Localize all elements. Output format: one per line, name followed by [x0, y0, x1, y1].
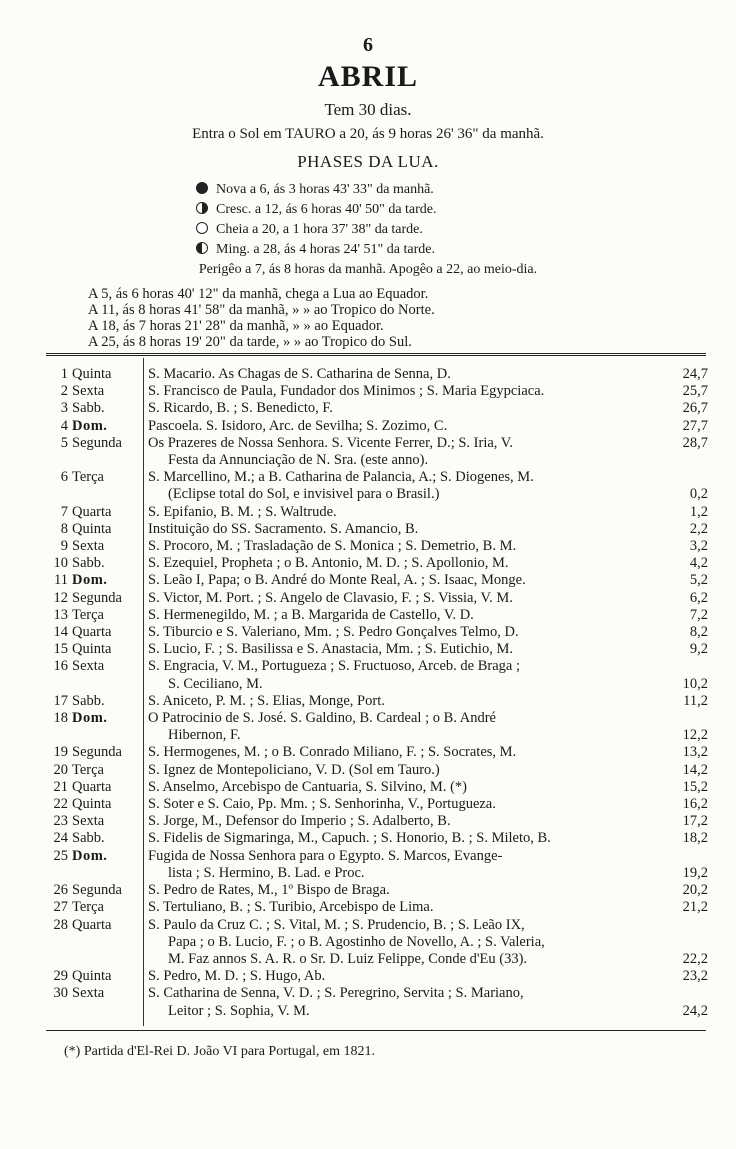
- saints-description: [144, 400, 646, 417]
- description-line: Hibernon, F.: [168, 727, 241, 744]
- saints-description: [144, 813, 646, 830]
- moon-age-value: [646, 418, 708, 435]
- moon-age-value: [646, 882, 708, 899]
- day-number: 6: [60, 469, 68, 486]
- description-line: Pascoela. S. Isidoro, Arc. de Sevilha; S. Zozimo, C.: [148, 417, 448, 434]
- moon-age-value: [646, 796, 708, 813]
- weekday: Sabb.: [72, 692, 105, 709]
- day-row: [48, 521, 708, 538]
- day-number: 17: [53, 692, 68, 709]
- description-line: Papa ; o B. Lucio, F. ; o B. Agostinho de Novello, A. ; S. Valeria,: [168, 933, 545, 950]
- moon-age-value: [646, 469, 708, 503]
- moon-age-value: [646, 693, 708, 710]
- weekday: Quarta: [72, 624, 112, 641]
- day-row: [48, 538, 708, 555]
- value-line: [646, 848, 708, 865]
- waning-moon-icon: [196, 242, 208, 254]
- saints-description: [144, 968, 646, 985]
- day-number: 26: [53, 882, 68, 899]
- moon-age-value: [646, 366, 708, 383]
- description-line: S. Tiburcio e S. Valeriano, Mm. ; S. Pedro Gonçalves Telmo, D.: [148, 624, 519, 641]
- phase-text: Nova a 6, ás 3 horas 43' 33" da manhã.: [216, 182, 434, 197]
- weekday: Quinta: [72, 968, 112, 985]
- value-line: 7,2: [689, 606, 708, 623]
- day-number: 24: [53, 830, 68, 847]
- day-row: [48, 848, 708, 882]
- description-line: S. Victor, M. Port. ; S. Angelo de Clavasio, F. ; S. Vissia, V. M.: [148, 589, 513, 606]
- moon-age-value: [646, 762, 708, 779]
- description-line: Instituição do SS. Sacramento. S. Amancio, B.: [148, 520, 419, 537]
- saints-description: [144, 658, 646, 692]
- equator-row: A 11, ás 8 horas 41' 58" da manhã, » » ao Tropico do Norte.: [88, 302, 435, 318]
- phase-text: Cresc. a 12, ás 6 horas 40' 50" da tarde.: [216, 202, 437, 217]
- day-row: [48, 607, 708, 624]
- description-line: Fugida de Nossa Senhora para o Egypto. S. Marcos, Evange-: [148, 847, 503, 864]
- footnote: (*) Partida d'El-Rei D. João VI para Portugal, em 1821.: [64, 1044, 375, 1059]
- value-line: 1,2: [689, 503, 708, 520]
- value-line: [646, 452, 708, 469]
- value-line: 0,2: [689, 486, 708, 503]
- value-line: 4,2: [689, 555, 708, 572]
- day-number: 13: [53, 606, 68, 623]
- day-label: [48, 469, 144, 503]
- new-moon-icon: [196, 182, 208, 194]
- value-line: 24,7: [682, 366, 708, 382]
- day-number: 21: [53, 778, 68, 795]
- phase-row: [196, 200, 437, 220]
- description-line: S. Anselmo, Arcebispo de Cantuaria, S. Silvino, M. (*): [148, 778, 467, 795]
- day-label: [48, 710, 144, 744]
- moon-age-value: [646, 555, 708, 572]
- value-line: 13,2: [682, 744, 708, 761]
- phases-title: PHASES DA LUA.: [297, 152, 439, 171]
- day-row: [48, 968, 708, 985]
- description-line: Os Prazeres de Nossa Senhora. S. Vicente Ferrer, D.; S. Iria, V.: [148, 434, 513, 451]
- day-row: [48, 418, 708, 435]
- moon-age-value: [646, 830, 708, 847]
- description-line: S. Leão I, Papa; o B. André do Monte Real, A. ; S. Isaac, Monge.: [148, 572, 526, 589]
- value-line: 16,2: [682, 796, 708, 813]
- description-line: S. Macario. As Chagas de S. Catharina de Senna, D.: [148, 366, 451, 382]
- saints-description: [144, 796, 646, 813]
- phase-row: [196, 220, 437, 240]
- moon-age-value: [646, 383, 708, 400]
- value-line: [646, 985, 708, 1002]
- day-label: [48, 504, 144, 521]
- description-line: S. Francisco de Paula, Fundador dos Minimos ; S. Maria Egypciaca.: [148, 383, 545, 400]
- day-label: [48, 590, 144, 607]
- day-number: 10: [53, 555, 68, 572]
- description-line: S. Aniceto, P. M. ; S. Elias, Monge, Port.: [148, 692, 385, 709]
- day-label: [48, 555, 144, 572]
- day-label: [48, 917, 144, 969]
- moon-age-value: [646, 607, 708, 624]
- day-number: 15: [53, 641, 68, 658]
- value-line: 11,2: [683, 692, 708, 709]
- footnote-rule: [46, 1030, 706, 1031]
- value-line: 17,2: [682, 813, 708, 830]
- day-label: [48, 830, 144, 847]
- day-label: [48, 366, 144, 383]
- day-number: 29: [53, 968, 68, 985]
- day-label: [48, 383, 144, 400]
- value-line: [646, 917, 708, 934]
- day-row: [48, 693, 708, 710]
- day-label: [48, 813, 144, 830]
- day-row: [48, 744, 708, 761]
- saints-description: [144, 504, 646, 521]
- weekday: Segunda: [72, 589, 122, 606]
- weekday: Sexta: [72, 813, 105, 830]
- description-line: S. Ignez de Montepoliciano, V. D. (Sol em Tauro.): [148, 761, 440, 778]
- day-label: [48, 744, 144, 761]
- description-line: S. Paulo da Cruz C. ; S. Vital, M. ; S. Prudencio, B. ; S. Leão IX,: [148, 916, 525, 933]
- perigee-apogee: Perigêo a 7, ás 8 horas da manhã. Apogêo a 22, ao meio-dia.: [198, 262, 538, 277]
- day-row: [48, 624, 708, 641]
- day-row: [48, 400, 708, 417]
- day-label: [48, 848, 144, 882]
- saints-description: [144, 762, 646, 779]
- day-number: 30: [53, 985, 68, 1002]
- equator-row: A 18, ás 7 horas 21' 28" da manhã, » » ao Equador.: [88, 318, 384, 334]
- weekday: Segunda: [72, 744, 122, 761]
- day-label: [48, 572, 144, 589]
- day-number: 19: [53, 744, 68, 761]
- weekday: Dom.: [72, 710, 108, 727]
- day-label: [48, 899, 144, 916]
- weekday: Dom.: [72, 847, 108, 864]
- moon-age-value: [646, 641, 708, 658]
- day-number: 20: [53, 761, 68, 778]
- weekday: Quinta: [72, 796, 112, 813]
- description-line: O Patrocinio de S. José. S. Galdino, B. Cardeal ; o B. André: [148, 710, 496, 727]
- days-count: Tem 30 dias.: [324, 100, 412, 119]
- day-row: [48, 917, 708, 969]
- day-row: [48, 762, 708, 779]
- moon-phases: [196, 180, 437, 260]
- day-label: [48, 779, 144, 796]
- day-label: [48, 538, 144, 555]
- weekday: Sexta: [72, 383, 105, 400]
- day-row: [48, 572, 708, 589]
- description-line: S. Hermenegildo, M. ; a B. Margarida de Castello, V. D.: [148, 606, 474, 623]
- value-line: 9,2: [689, 641, 708, 658]
- day-row: [48, 435, 708, 469]
- value-line: 20,2: [682, 882, 708, 899]
- day-number: 7: [60, 503, 68, 520]
- day-row: [48, 366, 708, 383]
- day-number: 23: [53, 813, 68, 830]
- weekday: Terça: [72, 761, 104, 778]
- description-line: S. Procoro, M. ; Trasladação de S. Monica ; S. Demetrio, B. M.: [148, 538, 517, 555]
- description-line: S. Fidelis de Sigmaringa, M., Capuch. ; S. Honorio, B. ; S. Mileto, B.: [148, 830, 551, 847]
- saints-description: [144, 710, 646, 744]
- day-number: 2: [60, 383, 68, 400]
- description-line: (Eclipse total do Sol, e invisivel para o Brasil.): [168, 486, 440, 503]
- day-number: 12: [53, 589, 68, 606]
- weekday: Sabb.: [72, 555, 105, 572]
- value-line: 12,2: [682, 727, 708, 744]
- day-row: [48, 469, 708, 503]
- moon-age-value: [646, 917, 708, 969]
- description-line: S. Hermogenes, M. ; o B. Conrado Miliano, F. ; S. Socrates, M.: [148, 744, 517, 761]
- day-number: 22: [53, 796, 68, 813]
- day-row: [48, 830, 708, 847]
- value-line: 27,7: [682, 417, 708, 434]
- day-number: 25: [53, 847, 68, 864]
- moon-age-value: [646, 968, 708, 985]
- day-label: [48, 435, 144, 469]
- crescent-moon-icon: [196, 202, 208, 214]
- description-line: S. Pedro, M. D. ; S. Hugo, Ab.: [148, 968, 326, 985]
- saints-description: [144, 882, 646, 899]
- day-number: 18: [53, 710, 68, 727]
- moon-age-value: [646, 985, 708, 1019]
- day-row: [48, 383, 708, 400]
- value-line: 18,2: [682, 830, 708, 847]
- value-line: 28,7: [682, 434, 708, 451]
- description-line: S. Jorge, M., Defensor do Imperio ; S. Adalberto, B.: [148, 813, 451, 830]
- day-row: [48, 985, 708, 1019]
- weekday: Segunda: [72, 882, 122, 899]
- day-number: 8: [60, 520, 68, 537]
- value-line: 5,2: [689, 572, 708, 589]
- weekday: Dom.: [72, 417, 108, 434]
- moon-age-value: [646, 538, 708, 555]
- moon-age-value: [646, 710, 708, 744]
- value-line: 8,2: [689, 624, 708, 641]
- day-row: [48, 882, 708, 899]
- value-line: 25,7: [682, 383, 708, 400]
- moon-age-value: [646, 590, 708, 607]
- weekday: Sexta: [72, 538, 105, 555]
- day-label: [48, 796, 144, 813]
- value-line: 23,2: [682, 968, 708, 985]
- day-number: 28: [53, 916, 68, 933]
- day-row: [48, 590, 708, 607]
- saints-description: [144, 641, 646, 658]
- day-number: 14: [53, 624, 68, 641]
- phase-row: [196, 180, 437, 200]
- table-top-rule: [46, 353, 706, 356]
- day-row: [48, 779, 708, 796]
- description-line: Leitor ; S. Sophia, V. M.: [168, 1002, 310, 1019]
- saints-description: [144, 624, 646, 641]
- saints-description: [144, 572, 646, 589]
- saints-description: [144, 985, 646, 1019]
- saints-description: [144, 917, 646, 969]
- value-line: 10,2: [682, 675, 708, 692]
- phase-text: Ming. a 28, ás 4 horas 24' 51" da tarde.: [216, 242, 435, 257]
- day-number: 11: [54, 572, 68, 589]
- weekday: Sabb.: [72, 400, 105, 417]
- day-number: 3: [60, 400, 68, 417]
- description-line: S. Tertuliano, B. ; S. Turibio, Arcebispo de Lima.: [148, 899, 434, 916]
- value-line: [646, 934, 708, 951]
- day-row: [48, 641, 708, 658]
- saints-description: [144, 693, 646, 710]
- weekday: Sexta: [72, 985, 105, 1002]
- weekday: Segunda: [72, 434, 122, 451]
- value-line: [646, 658, 708, 675]
- description-line: S. Lucio, F. ; S. Basilissa e S. Anastacia, Mm. ; S. Eutichio, M.: [148, 641, 513, 658]
- moon-age-value: [646, 779, 708, 796]
- moon-age-value: [646, 899, 708, 916]
- value-line: 6,2: [689, 589, 708, 606]
- moon-age-value: [646, 624, 708, 641]
- saints-calendar-table: [48, 366, 708, 1020]
- value-line: [646, 469, 708, 486]
- weekday: Terça: [72, 899, 104, 916]
- day-label: [48, 418, 144, 435]
- sun-entry: Entra o Sol em TAURO a 20, ás 9 horas 26' 36" da manhã.: [192, 126, 544, 142]
- day-row: [48, 899, 708, 916]
- saints-description: [144, 779, 646, 796]
- description-line: S. Soter e S. Caio, Pp. Mm. ; S. Senhorinha, V., Portugueza.: [148, 796, 496, 813]
- day-number: 5: [60, 434, 68, 451]
- description-line: S. Pedro de Rates, M., 1º Bispo de Braga.: [148, 882, 390, 899]
- saints-description: [144, 830, 646, 847]
- day-number: 16: [53, 658, 68, 675]
- day-number: 27: [53, 899, 68, 916]
- moon-age-value: [646, 813, 708, 830]
- description-line: S. Marcellino, M.; a B. Catharina de Palancia, A.; S. Diogenes, M.: [148, 469, 534, 486]
- day-label: [48, 693, 144, 710]
- saints-description: [144, 607, 646, 624]
- day-label: [48, 641, 144, 658]
- day-row: [48, 504, 708, 521]
- description-line: S. Ricardo, B. ; S. Benedicto, F.: [148, 400, 333, 417]
- weekday: Quarta: [72, 916, 112, 933]
- moon-age-value: [646, 848, 708, 882]
- day-number: 4: [60, 417, 68, 434]
- day-row: [48, 555, 708, 572]
- month-title: ABRIL: [317, 60, 419, 93]
- day-row: [48, 813, 708, 830]
- description-line: S. Engracia, V. M., Portugueza ; S. Fructuoso, Arceb. de Braga ;: [148, 658, 520, 675]
- weekday: Quinta: [72, 641, 112, 658]
- day-row: [48, 796, 708, 813]
- value-line: 3,2: [689, 538, 708, 555]
- weekday: Terça: [72, 469, 104, 486]
- day-label: [48, 882, 144, 899]
- description-line: S. Catharina de Senna, V. D. ; S. Peregrino, Servita ; S. Mariano,: [148, 985, 524, 1002]
- value-line: 26,7: [682, 400, 708, 417]
- description-line: S. Ceciliano, M.: [168, 675, 263, 692]
- saints-description: [144, 555, 646, 572]
- saints-description: [144, 366, 646, 383]
- weekday: Terça: [72, 606, 104, 623]
- day-label: [48, 658, 144, 692]
- moon-age-value: [646, 572, 708, 589]
- saints-description: [144, 521, 646, 538]
- value-line: [646, 710, 708, 727]
- moon-age-value: [646, 521, 708, 538]
- phase-row: [196, 240, 437, 260]
- saints-description: [144, 899, 646, 916]
- description-line: S. Ezequiel, Propheta ; o B. Antonio, M. D. ; S. Apollonio, M.: [148, 555, 509, 572]
- description-line: M. Faz annos S. A. R. o Sr. D. Luiz Felippe, Conde d'Eu (33).: [168, 950, 528, 967]
- value-line: 19,2: [682, 864, 708, 881]
- description-line: S. Epifanio, B. M. ; S. Waltrude.: [148, 503, 337, 520]
- day-label: [48, 624, 144, 641]
- description-line: lista ; S. Hermino, B. Lad. e Proc.: [168, 864, 365, 881]
- value-line: 24,2: [682, 1002, 708, 1019]
- saints-description: [144, 744, 646, 761]
- full-moon-icon: [196, 222, 208, 234]
- equator-row: A 25, ás 8 horas 19' 20" da tarde, » » ao Tropico do Sul.: [88, 334, 412, 350]
- value-line: 22,2: [682, 950, 708, 967]
- moon-age-value: [646, 435, 708, 469]
- day-label: [48, 968, 144, 985]
- equator-crossings: [88, 286, 435, 350]
- weekday: Sexta: [72, 658, 105, 675]
- moon-age-value: [646, 658, 708, 692]
- value-line: 2,2: [689, 520, 708, 537]
- saints-description: [144, 435, 646, 469]
- day-number: 9: [60, 538, 68, 555]
- day-row: [48, 710, 708, 744]
- phase-text: Cheia a 20, a 1 hora 37' 38" da tarde.: [216, 222, 423, 237]
- weekday: Quinta: [72, 520, 112, 537]
- value-line: 15,2: [682, 778, 708, 795]
- moon-age-value: [646, 504, 708, 521]
- day-row: [48, 658, 708, 692]
- day-label: [48, 521, 144, 538]
- value-line: 14,2: [682, 761, 708, 778]
- day-label: [48, 985, 144, 1019]
- day-label: [48, 762, 144, 779]
- saints-description: [144, 538, 646, 555]
- saints-description: [144, 848, 646, 882]
- value-line: 21,2: [682, 899, 708, 916]
- weekday: Sabb.: [72, 830, 105, 847]
- equator-row: A 5, ás 6 horas 40' 12" da manhã, chega a Lua ao Equador.: [88, 286, 429, 302]
- saints-description: [144, 418, 646, 435]
- moon-age-value: [646, 744, 708, 761]
- weekday: Dom.: [72, 572, 108, 589]
- saints-description: [144, 469, 646, 503]
- weekday: Quarta: [72, 778, 112, 795]
- page-number: 6: [363, 34, 373, 56]
- day-label: [48, 607, 144, 624]
- weekday: Quinta: [72, 366, 112, 382]
- saints-description: [144, 383, 646, 400]
- moon-age-value: [646, 400, 708, 417]
- description-line: Festa da Annunciação de N. Sra. (este anno).: [168, 452, 429, 469]
- day-label: [48, 400, 144, 417]
- weekday: Quarta: [72, 503, 112, 520]
- day-number: 1: [60, 366, 68, 382]
- saints-description: [144, 590, 646, 607]
